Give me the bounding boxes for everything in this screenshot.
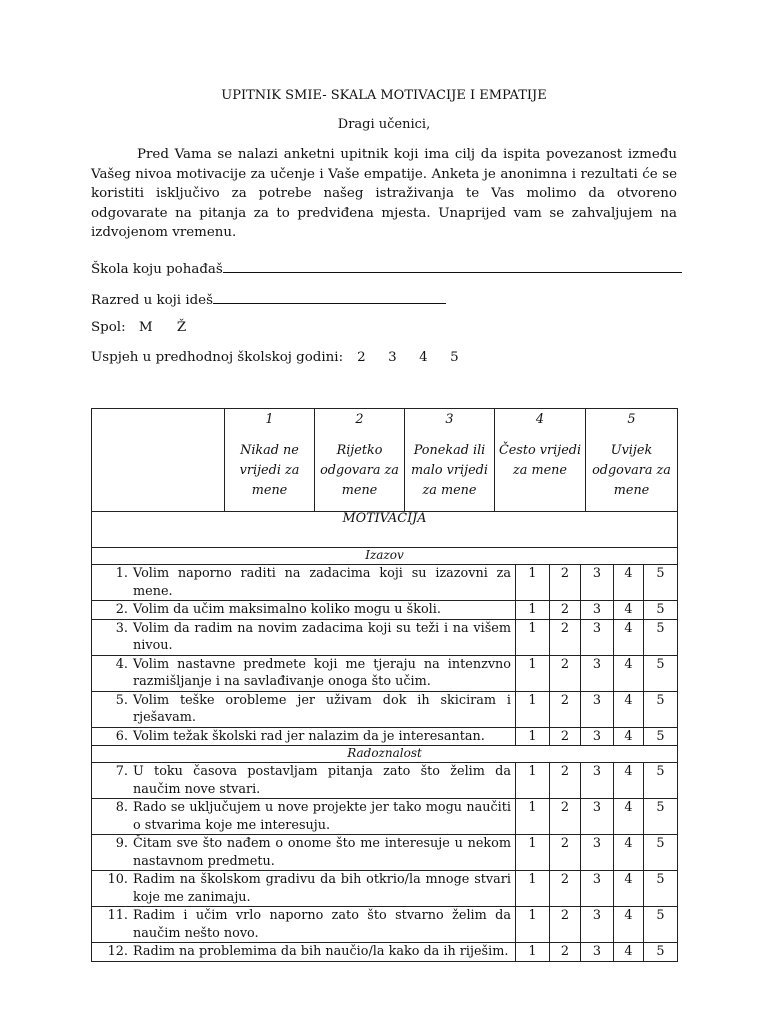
rating-option-3[interactable]: 3 [581,565,614,601]
question-row [92,871,678,907]
question-text: Volim nastavne predmete koji me tjeraju na intenzvno razmišljanje i na savlađivanje onoga što učim. [133,656,511,689]
rating-option-4[interactable]: 4 [614,619,644,655]
scale-number: 5 [627,412,636,427]
rating-option-4[interactable]: 4 [614,655,644,691]
scale-header-row [92,409,678,512]
rating-option-2[interactable]: 2 [550,871,581,907]
question-number: 4. [115,656,128,672]
rating-option-4[interactable]: 4 [614,565,644,601]
sex-field [91,320,186,335]
greeting: Dragi učenici, [337,117,431,132]
rating-option-5[interactable]: 5 [644,907,678,943]
rating-option-1[interactable]: 1 [516,799,550,835]
rating-option-3[interactable]: 3 [581,763,614,799]
question-cell [92,943,516,962]
rating-option-5[interactable]: 5 [644,565,678,601]
question-cell [92,799,516,835]
rating-option-5[interactable]: 5 [644,871,678,907]
rating-option-1[interactable]: 1 [516,871,550,907]
question-text: Volim teške orobleme jer uživam dok ih skiciram i rješavam. [133,692,511,725]
rating-option-5[interactable]: 5 [644,601,678,620]
rating-option-1[interactable]: 1 [516,727,550,746]
subsection-title: Izazov [92,548,678,565]
rating-option-3[interactable]: 3 [581,691,614,727]
question-cell [92,691,516,727]
question-number: 11. [107,908,128,923]
scale-label: Uvijek odgovara za mene [592,443,671,498]
rating-option-5[interactable]: 5 [644,763,678,799]
question-cell [92,907,516,943]
rating-option-1[interactable]: 1 [516,601,550,620]
rating-option-2[interactable]: 2 [550,655,581,691]
rating-option-4[interactable]: 4 [614,835,644,871]
question-cell [92,655,516,691]
subsection-row [92,746,678,763]
question-cell [92,871,516,907]
rating-option-2[interactable]: 2 [550,907,581,943]
rating-option-1[interactable]: 1 [516,907,550,943]
question-row [92,655,678,691]
rating-option-2[interactable]: 2 [550,799,581,835]
rating-option-2[interactable]: 2 [550,835,581,871]
question-text: Rado se uključujem u nove projekte jer tako mogu naučiti o stvarima koje me interesuju. [133,800,511,833]
school-blank-line[interactable] [223,260,682,273]
grade-blank-line[interactable] [213,291,446,304]
success-label: Uspjeh u predhodnoj školskoj godini: [91,350,344,365]
rating-option-4[interactable]: 4 [614,907,644,943]
question-cell [92,835,516,871]
rating-option-3[interactable]: 3 [581,835,614,871]
questionnaire-table [91,511,678,962]
question-number: 7. [115,764,128,779]
rating-option-3[interactable]: 3 [581,601,614,620]
question-text: Radim i učim vrlo naporno zato što stvarno želim da naučim nešto novo. [133,908,511,941]
question-number: 10. [107,872,128,887]
rating-option-5[interactable]: 5 [644,619,678,655]
question-row [92,835,678,871]
scale-header [91,408,677,511]
rating-option-4[interactable]: 4 [614,727,644,746]
question-text: Radim na problemima da bih naučio/la kako da ih riješim. [133,944,509,959]
scale-number: 4 [535,412,545,427]
question-cell [92,619,516,655]
rating-option-3[interactable]: 3 [581,619,614,655]
question-number: 5. [115,692,128,708]
question-number: 1. [115,566,128,581]
intro-paragraph: Pred Vama se nalazi anketni upitnik koji ima cilj da ispita povezanost između Vašeg nivoa motivacije za učenje i Vaše empatije. Anketa je anonimna i rezultati će se koristiti isključivo za potrebe našeg istraživanja te Vas molimo da otvoreno odgovarate na pitanja za to predviđena mjesta. Unaprijed vam se zahvaljujem na izdvojenom vremenu. [91,147,677,240]
success-option[interactable]: 4 [419,350,428,365]
question-row [92,727,678,746]
rating-option-2[interactable]: 2 [550,601,581,620]
rating-option-1[interactable]: 1 [516,691,550,727]
scale-header-cell [315,409,405,512]
question-cell [92,727,516,746]
success-option[interactable]: 5 [450,350,459,365]
question-row [92,565,678,601]
grade-label: Razred u koji ideš [91,293,213,308]
section-title: MOTIVACIJA [92,511,678,548]
header-empty-cell [92,409,225,512]
rating-option-2[interactable]: 2 [550,763,581,799]
document-title: UPITNIK SMIE- SKALA MOTIVACIJE I EMPATIJE [221,88,547,103]
rating-option-1[interactable]: 1 [516,565,550,601]
rating-option-2[interactable]: 2 [550,727,581,746]
scale-header-cell [495,409,586,512]
rating-option-5[interactable]: 5 [644,727,678,746]
question-row [92,943,678,962]
rating-option-3[interactable]: 3 [581,871,614,907]
success-option[interactable]: 2 [357,350,366,365]
rating-option-5[interactable]: 5 [644,799,678,835]
scale-number: 1 [265,412,274,427]
question-text: Volim težak školski rad jer nalazim da je interesantan. [133,728,485,744]
rating-option-1[interactable]: 1 [516,763,550,799]
sex-label: Spol: [91,320,126,335]
question-row [92,763,678,799]
question-cell [92,763,516,799]
question-number: 3. [115,620,128,636]
question-row [92,601,678,620]
question-row [92,799,678,835]
question-number: 12. [107,944,128,959]
rating-option-2[interactable]: 2 [550,943,581,962]
rating-option-5[interactable]: 5 [644,943,678,962]
question-number: 8. [115,800,128,815]
rating-option-1[interactable]: 1 [516,943,550,962]
scale-number: 3 [445,412,454,427]
question-row [92,691,678,727]
rating-option-2[interactable]: 2 [550,619,581,655]
rating-option-3[interactable]: 3 [581,799,614,835]
scale-label: Često vrijedi za mene [498,443,582,478]
question-text: Volim da radim na novim zadacima koji su teži i na višem nivou. [133,620,511,653]
question-number: 2. [115,602,128,617]
scale-header-cell [225,409,315,512]
scale-header-cell [405,409,495,512]
sex-option-m[interactable]: M [138,320,153,335]
rating-option-5[interactable]: 5 [644,691,678,727]
rating-option-1[interactable]: 1 [516,619,550,655]
scale-label: Ponekad ili malo vrijedi za mene [411,443,488,498]
question-text: Čitam sve što nađem o onome što me interesuje u nekom nastavnom predmetu. [133,836,511,869]
question-row [92,619,678,655]
rating-option-3[interactable]: 3 [581,943,614,962]
rating-option-3[interactable]: 3 [581,655,614,691]
question-cell [92,565,516,601]
sex-option-z[interactable]: Ž [176,320,187,335]
section-row [92,511,678,548]
question-text: Volim da učim maksimalno koliko mogu u školi. [133,602,441,617]
question-text: Volim naporno raditi na zadacima koji su izazovni za mene. [133,566,511,599]
success-option[interactable]: 3 [388,350,397,365]
scale-label: Nikad ne vrijedi za mene [239,443,300,498]
school-label: Škola koju pohađaš [91,262,223,277]
rating-option-1[interactable]: 1 [516,655,550,691]
scale-label: Rijetko odgovara za mene [320,443,399,498]
question-number: 6. [115,728,128,744]
question-number: 9. [115,836,128,851]
rating-option-4[interactable]: 4 [614,871,644,907]
scale-header-cell [586,409,678,512]
rating-option-4[interactable]: 4 [614,601,644,620]
rating-option-3[interactable]: 3 [581,907,614,943]
rating-option-4[interactable]: 4 [614,799,644,835]
question-text: U toku časova postavljam pitanja zato što želim da naučim nove stvari. [133,764,511,797]
scale-number: 2 [355,412,364,427]
rating-option-2[interactable]: 2 [550,565,581,601]
question-cell [92,601,516,620]
question-row [92,907,678,943]
rating-option-5[interactable]: 5 [644,655,678,691]
rating-option-3[interactable]: 3 [581,727,614,746]
rating-option-4[interactable]: 4 [614,691,644,727]
rating-option-2[interactable]: 2 [550,691,581,727]
subsection-row [92,548,678,565]
grade-field[interactable] [91,291,446,308]
subsection-title: Radoznalost [92,746,678,763]
rating-option-5[interactable]: 5 [644,835,678,871]
rating-option-4[interactable]: 4 [614,943,644,962]
question-text: Radim na školskom gradivu da bih otkrio/la mnoge stvari koje me zanimaju. [133,872,511,905]
school-field[interactable] [91,260,682,277]
success-field [91,350,481,365]
scale-header-table [91,408,678,512]
rating-option-1[interactable]: 1 [516,835,550,871]
rating-option-4[interactable]: 4 [614,763,644,799]
